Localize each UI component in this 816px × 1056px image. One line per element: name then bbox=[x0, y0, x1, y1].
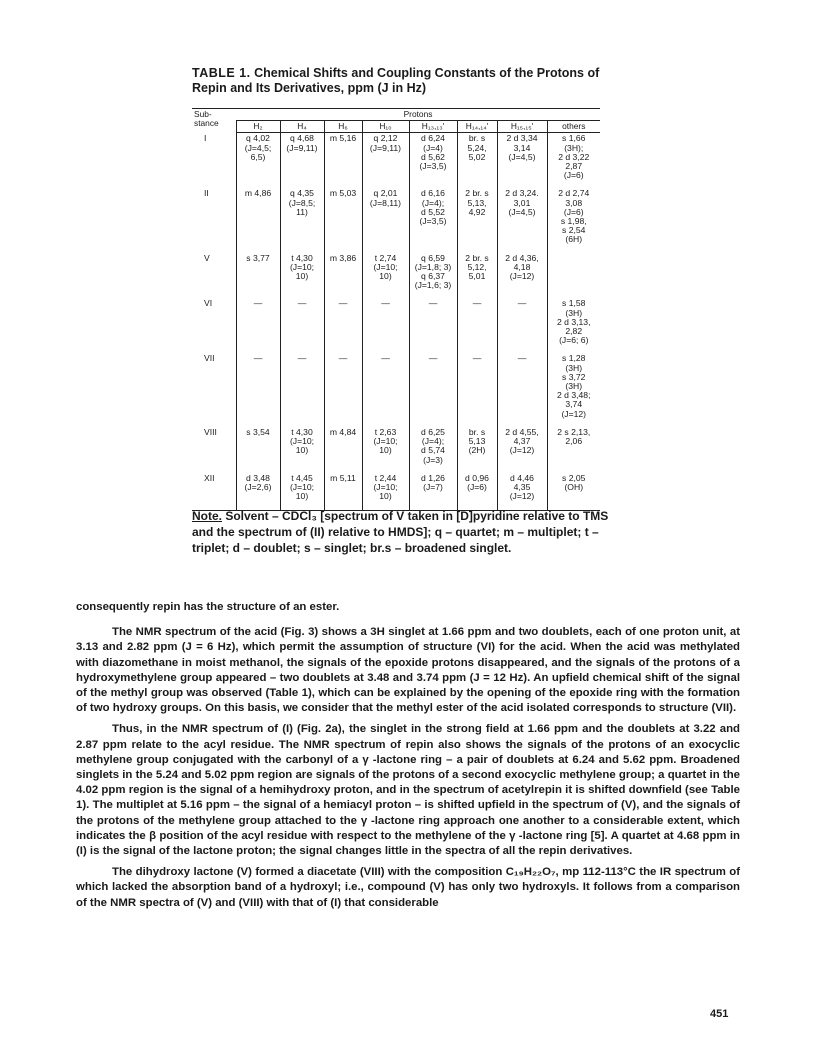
table-cell bbox=[547, 254, 600, 300]
table-cell: d 0,96 (J=6) bbox=[457, 474, 497, 511]
table-row bbox=[192, 354, 600, 427]
col-h6: H₆ bbox=[324, 121, 362, 133]
nmr-table bbox=[192, 108, 600, 511]
table-cell: m 4,84 bbox=[324, 428, 362, 474]
table-cell: 2 br. s 5,12, 5,01 bbox=[457, 254, 497, 300]
table-cell: 2 s 2,13, 2,06 bbox=[547, 428, 600, 474]
table-cell: br. s 5,13 (2H) bbox=[457, 428, 497, 474]
table-row bbox=[192, 189, 600, 253]
paragraph: consequently repin has the structure of an ester. bbox=[76, 601, 340, 613]
table-cell: s 1,28 (3H) s 3,72 (3H) 2 d 3,48; 3,74 (J=12) bbox=[547, 354, 600, 427]
table-cell: br. s 5,24, 5,02 bbox=[457, 133, 497, 190]
table-cell: s 1,66 (3H); 2 d 3,22 2,87 (J=6) bbox=[547, 133, 600, 190]
table-cell: — bbox=[324, 354, 362, 427]
table-cell: m 4,86 bbox=[236, 189, 280, 253]
table-cell: t 2,63 (J=10; 10) bbox=[362, 428, 409, 474]
table-cell: — bbox=[497, 354, 547, 427]
table-cell: — bbox=[409, 354, 457, 427]
table-cell: — bbox=[409, 299, 457, 354]
table-cell: — bbox=[324, 299, 362, 354]
table-cell: q 6,59 (J=1,8; 3) q 6,37 (J=1,6; 3) bbox=[409, 254, 457, 300]
table-cell: — bbox=[280, 299, 324, 354]
row-substance: II bbox=[204, 188, 209, 199]
table-cell: — bbox=[457, 299, 497, 354]
body-text bbox=[76, 600, 740, 917]
row-substance: VIII bbox=[204, 426, 217, 437]
table-cell: 2 d 2,74 3,08 (J=6) s 1,98, s 2,54 (6H) bbox=[547, 189, 600, 253]
table-cell: m 3,86 bbox=[324, 254, 362, 300]
table-cell: s 3,77 bbox=[236, 254, 280, 300]
header-protons: Protons bbox=[236, 109, 600, 121]
page-number: 451 bbox=[710, 1008, 729, 1020]
table-caption-text: Chemical Shifts and Coupling Constants of the Protons of Repin and Its Derivatives, ppm (J in Hz) bbox=[192, 66, 600, 95]
row-substance: VII bbox=[204, 353, 215, 364]
table-cell: t 4,30 (J=10; 10) bbox=[280, 254, 324, 300]
table-cell: s 2,05 (OH) bbox=[547, 474, 600, 511]
table-cell: t 2,74 (J=10; 10) bbox=[362, 254, 409, 300]
table-cell: 2 d 3,24. 3,01 (J=4,5) bbox=[497, 189, 547, 253]
table-cell: d 6,25 (J=4); d 5,74 (J=3) bbox=[409, 428, 457, 474]
table-cell: — bbox=[236, 299, 280, 354]
col-others: others bbox=[547, 121, 600, 133]
table-cell: — bbox=[457, 354, 497, 427]
col-h4: H₄ bbox=[280, 121, 324, 133]
table-note-text: Solvent – CDCl₃ [spectrum of V taken in [D]pyridine relative to TMS and the spectrum of (II) relative to HMDS]; q – quartet; m – multiplet; t – triplet; d – doublet; s – singlet; br.s – broadened singlet. bbox=[192, 509, 609, 555]
table-cell: d 3,48 (J=2,6) bbox=[236, 474, 280, 511]
row-substance: XII bbox=[192, 474, 236, 511]
table-cell: q 4,35 (J=8,5; 11) bbox=[280, 189, 324, 253]
table-cell: t 2,44 (J=10; 10) bbox=[362, 474, 409, 511]
table-cell: d 6,24 (J=4) d 5,62 (J=3,5) bbox=[409, 133, 457, 190]
table-row bbox=[192, 428, 600, 474]
paragraph: The NMR spectrum of the acid (Fig. 3) shows a 3H singlet at 1.66 ppm and two doublets, each of one proton unit, at 3.13 and 2.82 ppm (J = 6 Hz), which permit the assumption of structure (VI) for the acid. When the acid was methylated with diazomethane in moist methanol, the signals of the epoxide protons disappeared, and the signals of the protons of a hydroxymethylene group appeared – two doublets at 3.48 and 3.74 ppm (J = 12 Hz). An upfield chemical shift of the signal of the methyl group was observed (Table 1), which can be explained by the opening of the epoxide ring with the formation of two hydroxy groups. On this basis, we consider that the methyl ester of the acid isolated corresponds to structure (VII). bbox=[76, 626, 740, 715]
table-cell: s 3,54 bbox=[236, 428, 280, 474]
table-row bbox=[192, 133, 600, 190]
table-row bbox=[192, 474, 600, 511]
table-cell: — bbox=[362, 354, 409, 427]
table-cell: d 4,46 4,35 (J=12) bbox=[497, 474, 547, 511]
row-substance: V bbox=[204, 252, 210, 263]
table-cell: 2 d 4,36, 4,18 (J=12) bbox=[497, 254, 547, 300]
paragraph: Thus, in the NMR spectrum of (I) (Fig. 2a), the singlet in the strong field at 1.66 ppm and the doublets at 3.22 and 2.87 ppm relate to the acyl residue. The NMR spectrum of repin also shows the signals of the protons of an exocyclic methylene group conjugated with the carbonyl of a γ -lactone ring – a pair of doublets at 6.24 and 5.62 ppm. Broadened singlets in the 5.24 and 5.02 ppm region are signals of the protons of a second exocyclic methylene group; a quartet in the 4.02 ppm region is the signal of a hemihydroxy proton, and in the spectrum of acetylrepin it is shifted downfield (see Table 1). The multiplet at 5.16 ppm – the signal of a hemiacyl proton – is shifted upfield in the spectrum of (V), and the signals of the protons of the methylene group attached to the γ -lactone ring approach one another to a considerable extent, which indicates the β position of the acyl residue with respect to the methylene of the γ -lactone ring [5]. A quartet at 4.68 ppm in (I) is the signal of the lactone proton; the signal changes little in the spectra of all the repin derivatives. bbox=[76, 723, 740, 858]
table-cell: q 2,12 (J=9,11) bbox=[362, 133, 409, 190]
table-cell: q 2,01 (J=8,11) bbox=[362, 189, 409, 253]
row-substance: VI bbox=[204, 298, 213, 309]
row-substance: I bbox=[204, 132, 207, 143]
table-cell: t 4,45 (J=10; 10) bbox=[280, 474, 324, 511]
table-cell: m 5,16 bbox=[324, 133, 362, 190]
table-cell: m 5,11 bbox=[324, 474, 362, 511]
col-h10: H₁₀ bbox=[362, 121, 409, 133]
col-h2: H₂ bbox=[236, 121, 280, 133]
table-cell: 2 br. s 5,13, 4,92 bbox=[457, 189, 497, 253]
table-cell: d 6,16 (J=4); d 5,52 (J=3,5) bbox=[409, 189, 457, 253]
table-cell: 2 d 3,34 3,14 (J=4,5) bbox=[497, 133, 547, 190]
col-h13: H₁₃,₁₃' bbox=[409, 121, 457, 133]
paragraph: The dihydroxy lactone (V) formed a diacetate (VIII) with the composition C₁₉H₂₂O₇, mp 112-113°C the IR spectrum of which lacked the absorption band of a hydroxyl; i.e., compound (V) has only two hydroxyls. It follows from a comparison of the NMR spectra of (V) and (VIII) with that of (I) that considerable bbox=[76, 866, 740, 909]
table-cell: — bbox=[362, 299, 409, 354]
col-h15: H₁₅,₁₅' bbox=[497, 121, 547, 133]
table-cell: — bbox=[497, 299, 547, 354]
table-cell: q 4,68 (J=9,11) bbox=[280, 133, 324, 190]
table-note bbox=[192, 508, 632, 556]
header-substance: Sub- stance bbox=[192, 109, 236, 133]
table-cell: d 1,26 (J=7) bbox=[409, 474, 457, 511]
table-cell: 2 d 4,55, 4,37 (J=12) bbox=[497, 428, 547, 474]
table-cell: q 4,02 (J=4,5; 6,5) bbox=[236, 133, 280, 190]
table-note-label: Note. bbox=[192, 509, 222, 523]
table-caption-lead: TABLE 1. bbox=[192, 66, 251, 80]
table-row bbox=[192, 299, 600, 354]
table-cell: m 5,03 bbox=[324, 189, 362, 253]
table-caption bbox=[192, 66, 632, 96]
table-cell: — bbox=[236, 354, 280, 427]
table-cell: t 4,30 (J=10; 10) bbox=[280, 428, 324, 474]
table-cell: s 1,58 (3H) 2 d 3,13, 2,82 (J=6; 6) bbox=[547, 299, 600, 354]
table-cell: — bbox=[280, 354, 324, 427]
table-row bbox=[192, 254, 600, 300]
col-h14: H₁₄,₁₄' bbox=[457, 121, 497, 133]
